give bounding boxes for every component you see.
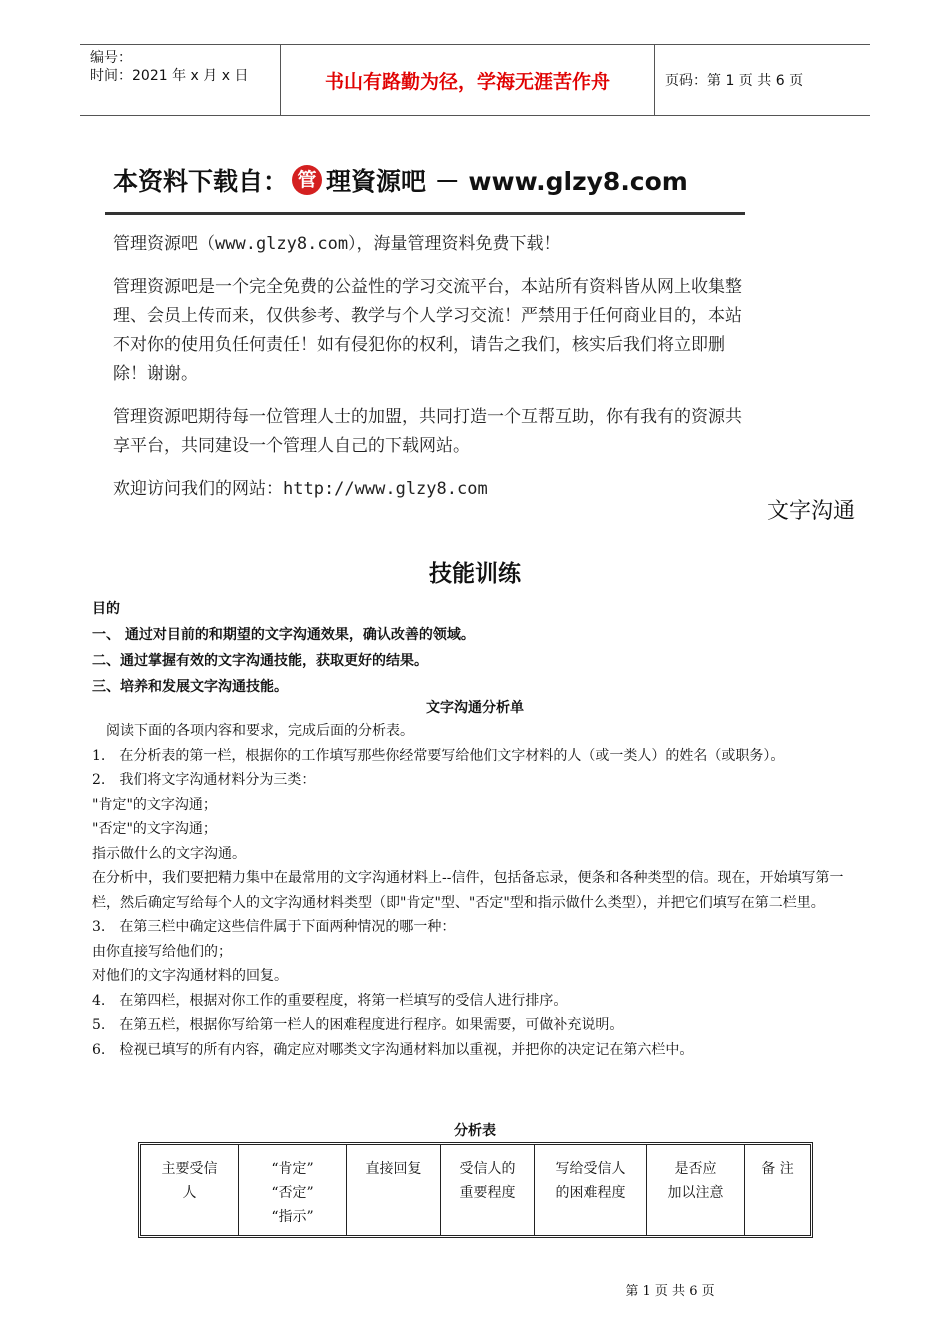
table-header-cell	[347, 1145, 441, 1235]
topic-title: 文字沟通	[766, 499, 855, 524]
page-title: 技能训练	[429, 561, 521, 587]
banner-paragraph: 管理资源吧（www.glzy8.com），海量管理资料免费下载！	[113, 234, 561, 254]
header-left-cell	[80, 45, 280, 115]
instruction-line: 5. 在第五栏，根据你写给第一栏人的困难程度进行程序。如果需要，可做补充说明。	[92, 1017, 624, 1033]
purpose-item: 二、通过掌握有效的文字沟通技能，获取更好的结果。	[92, 653, 428, 669]
banner-paragraph: 管理资源吧期待每一位管理人士的加盟，共同打造一个互帮互助，你有我有的资源共享平台，共同建设一个管理人自己的下载网站。	[113, 407, 742, 456]
header-text: “肯定”	[271, 1161, 314, 1177]
table-header-cell	[745, 1145, 810, 1235]
table-header-cell	[441, 1145, 535, 1235]
instruction-line: 阅读下面的各项内容和要求，完成后面的分析表。	[92, 723, 414, 739]
header-text: “否定”	[271, 1185, 314, 1201]
header-text: 写给受信人	[555, 1161, 626, 1177]
banner-title-suffix: 理資源吧 － www.glzy8.com	[326, 167, 688, 196]
banner-paragraph: 管理资源吧是一个完全免费的公益性的学习交流平台，本站所有资料皆从网上收集整理、会员上传而来，仅供参考、教学与个人学习交流！严禁用于任何商业目的，本站不对你的使用负任何责任！如有侵犯你的权利，请告之我们，核实后我们将立即删除！谢谢。	[113, 277, 742, 384]
instruction-line: 对他们的文字沟通材料的回复。	[92, 968, 288, 984]
banner-divider	[105, 212, 745, 215]
sheet-title: 文字沟通分析单	[426, 700, 524, 716]
time-label: 时间：2021 年 x 月 x 日	[90, 68, 249, 84]
page-footer: 第 1 页 共 6 页	[625, 1284, 715, 1299]
motto: 书山有路勤为径，学海无涯苦作舟	[280, 45, 655, 115]
header-table	[80, 44, 870, 116]
header-text: 备 注	[761, 1161, 794, 1177]
instruction-line: 2. 我们将文字沟通材料分为三类：	[92, 772, 316, 788]
header-text: “指示”	[271, 1209, 314, 1225]
header-text: 是否应	[674, 1161, 717, 1177]
header-text: 直接回复	[365, 1161, 422, 1177]
header-text: 的困难程度	[555, 1185, 626, 1201]
purpose-item: 三、培养和发展文字沟通技能。	[92, 679, 288, 695]
table-header-cell	[647, 1145, 745, 1235]
header-text: 受信人的	[459, 1161, 516, 1177]
instruction-line: 由你直接写给他们的；	[92, 943, 232, 960]
header-text: 主要受信	[161, 1161, 218, 1177]
analysis-table	[138, 1142, 813, 1238]
purpose-label: 目的	[92, 601, 120, 617]
header-text: 加以注意	[667, 1185, 724, 1201]
instruction-line: 1. 在分析表的第一栏，根据你的工作填写那些你经常要写给他们文字材料的人（或一类人）的姓名（或职务）。	[92, 747, 785, 764]
instruction-line: 4. 在第四栏，根据对你工作的重要程度，将第一栏填写的受信人进行排序。	[92, 992, 568, 1009]
table-header-cell	[141, 1145, 239, 1235]
instruction-line: 3. 在第三栏中确定这些信件属于下面两种情况的哪一种：	[92, 919, 456, 935]
instructions	[92, 719, 862, 1062]
instruction-line: 在分析中，我们要把精力集中在最常用的文字沟通材料上--信件，包括备忘录，便条和各种类型的信。现在，开始填写第一栏，然后确定写给每个人的文字沟通材料类型（即"肯定"型、"否定"型和指示做什么类型），并把它们填写在第二栏里。	[92, 870, 844, 911]
banner-title	[113, 158, 688, 202]
instruction-line: 6. 检视已填写的所有内容，确定应对哪类文字沟通材料加以重视，并把你的决定记在第六栏中。	[92, 1041, 694, 1058]
instruction-line: "否定"的文字沟通；	[92, 821, 217, 837]
number-label: 编号：	[90, 50, 132, 66]
header-text: 人	[182, 1185, 197, 1201]
table-header-cell	[239, 1145, 347, 1235]
banner-paragraph: 欢迎访问我们的网站：http://www.glzy8.com	[113, 479, 488, 499]
table-title: 分析表	[454, 1123, 496, 1139]
site-logo-icon: 管	[292, 165, 322, 195]
banner-body	[113, 230, 743, 518]
download-banner	[105, 150, 745, 515]
instruction-line: "肯定"的文字沟通；	[92, 796, 217, 813]
table-header-cell	[535, 1145, 647, 1235]
page-info: 页码：第 1 页 共 6 页	[665, 73, 804, 89]
purpose-item: 一、 通过对目前的和期望的文字沟通效果，确认改善的领域。	[92, 627, 475, 643]
banner-title-prefix: 本资料下载自：	[113, 167, 289, 196]
header-text: 重要程度	[459, 1185, 516, 1201]
instruction-line: 指示做什么的文字沟通。	[92, 845, 246, 862]
